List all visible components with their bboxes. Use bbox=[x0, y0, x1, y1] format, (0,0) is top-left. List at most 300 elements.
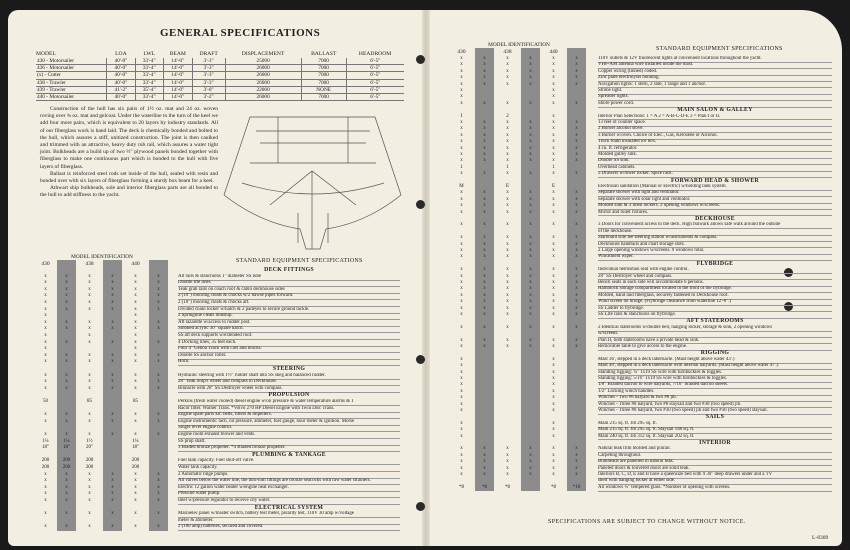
model-mark: x bbox=[552, 139, 555, 145]
model-mark: x bbox=[575, 120, 578, 125]
model-mark: x bbox=[552, 420, 555, 426]
model-mark: x bbox=[529, 235, 532, 241]
model-mark: 18" bbox=[41, 445, 50, 451]
spec-cell: 14'-0" bbox=[163, 72, 192, 79]
model-mark: x bbox=[575, 337, 578, 343]
model-mark: x bbox=[460, 94, 463, 100]
section-heading: SAILS bbox=[705, 414, 725, 421]
model-mark: x bbox=[529, 280, 532, 285]
model-mark: x bbox=[460, 459, 463, 465]
model-mark: x bbox=[552, 56, 555, 61]
model-mark: x bbox=[44, 379, 47, 385]
model-mark: 200 bbox=[85, 458, 94, 464]
model-mark: x bbox=[134, 385, 137, 391]
model-mark: x bbox=[111, 418, 114, 424]
model-mark: x bbox=[460, 369, 463, 375]
equipment-item: Bench seats in each side will accommodate 6 persons. bbox=[598, 280, 832, 287]
equipment-item: 2 Automatic bilge pumps. bbox=[178, 472, 400, 479]
page-number: L-8309 bbox=[812, 535, 829, 541]
equipment-item: Winches - Three #8 halyard, two #8 staysail and two #30 (two speed) jib. bbox=[598, 402, 832, 409]
spec-cell: 3'-3" bbox=[192, 79, 225, 86]
model-mark: x bbox=[483, 241, 486, 247]
model-mark: x bbox=[460, 465, 463, 471]
model-mark: x bbox=[134, 346, 137, 352]
model-mark: *8 bbox=[459, 484, 464, 490]
equipment-item: Separate shower with light and ventilator. bbox=[598, 190, 832, 197]
model-mark: x bbox=[111, 379, 114, 385]
equipment-item: Paneled doors & louvered doors are solid teak. bbox=[598, 466, 832, 473]
model-mark: x bbox=[460, 446, 463, 452]
equipment-item: Aft lazarette w/access to rudder post. bbox=[178, 320, 400, 327]
model-mark: x bbox=[44, 339, 47, 345]
model-mark: x bbox=[88, 524, 91, 530]
model-column-header: 438 bbox=[503, 49, 512, 55]
model-mark: x bbox=[506, 145, 509, 151]
model-mark: x bbox=[111, 478, 114, 484]
model-mark: x bbox=[111, 491, 114, 497]
model-mark: x bbox=[552, 433, 555, 439]
model-mark: x bbox=[111, 511, 114, 517]
model-id-title: MODEL IDENTIFICATION bbox=[488, 42, 550, 48]
model-mark: x bbox=[483, 324, 486, 330]
left-page bbox=[8, 10, 422, 546]
model-mark: x bbox=[529, 222, 532, 228]
model-mark: x bbox=[88, 333, 91, 338]
model-mark: x bbox=[483, 305, 486, 311]
model-mark: x bbox=[483, 68, 486, 74]
model-mark: x bbox=[529, 472, 532, 477]
model-mark: x bbox=[460, 75, 463, 81]
equipment-item: Spreader lights. bbox=[598, 94, 832, 101]
model-mark: x bbox=[44, 511, 47, 517]
model-mark: x bbox=[111, 280, 114, 286]
model-mark: x bbox=[88, 372, 91, 378]
equipment-item: 4 Docking lines, 35 feet each. bbox=[178, 340, 400, 347]
model-mark: x bbox=[506, 139, 509, 145]
model-mark: x bbox=[552, 267, 555, 273]
equipment-item: Deckhouse handrails and chart storage slots. bbox=[598, 242, 832, 249]
model-mark: 200 bbox=[62, 458, 71, 464]
equipment-item: 3 Doors for convenient access to the deck. High bulwark allows safe walk around the outside bbox=[598, 222, 832, 229]
model-mark: 50 bbox=[43, 399, 48, 404]
spec-header: MODEL bbox=[36, 51, 56, 57]
model-mark: x bbox=[460, 427, 463, 433]
spec-cell: 7000 bbox=[301, 79, 346, 86]
equipment-title: STANDARD EQUIPMENT SPECIFICATIONS bbox=[236, 258, 363, 264]
model-mark: x bbox=[134, 491, 137, 497]
spec-cell: 26000 bbox=[225, 79, 301, 86]
model-mark: x bbox=[483, 472, 486, 477]
model-mark: x bbox=[575, 312, 578, 317]
model-mark: x bbox=[44, 385, 47, 391]
model-mark: x bbox=[88, 306, 91, 312]
spec-cell: 6'-5" bbox=[346, 86, 404, 93]
model-mark: x bbox=[157, 293, 160, 299]
model-mark: x bbox=[552, 452, 555, 458]
model-mark: x bbox=[65, 478, 68, 484]
model-mark: x bbox=[529, 324, 532, 330]
model-mark: x bbox=[460, 81, 463, 87]
equipment-item: 3 Burner w/oven. Choice of Elec., Gas, Kerosene or Alcohol. bbox=[598, 133, 832, 140]
model-mark: x bbox=[552, 126, 555, 132]
model-mark: x bbox=[483, 62, 486, 68]
equipment-item: Hydraulic steering with 1½" rudder shaft into SS skeg and balanced rudder. bbox=[178, 373, 400, 380]
model-mark: x bbox=[529, 286, 532, 292]
model-mark: x bbox=[575, 126, 578, 132]
model-mark: 85 bbox=[87, 399, 92, 404]
model-mark: x bbox=[483, 132, 486, 138]
spec-cell: 3'-3" bbox=[192, 58, 225, 65]
model-mark: x bbox=[44, 313, 47, 319]
spec-cell: 440 - Motorsailer bbox=[36, 93, 107, 100]
model-mark: x bbox=[460, 286, 463, 292]
model-mark: x bbox=[506, 56, 509, 61]
footer-note: SPECIFICATIONS ARE SUBJECT TO CHANGE WITHOUT NOTICE. bbox=[548, 519, 746, 525]
equipment-item: Horn. bbox=[178, 359, 400, 366]
model-mark: x bbox=[134, 273, 137, 279]
model-mark: x bbox=[483, 152, 486, 157]
model-mark: x bbox=[157, 379, 160, 385]
model-mark: x bbox=[552, 81, 555, 87]
equipment-item: Main 215 sq. ft. Jib 295 sq. ft. Staysail 148 sq. ft. bbox=[598, 427, 832, 434]
equipment-item: Binnacle with 28" SS Destroyer wheel with compass. bbox=[178, 386, 400, 393]
model-mark: x bbox=[134, 293, 137, 299]
model-mark: x bbox=[529, 241, 532, 247]
model-mark: 1¼ bbox=[132, 438, 139, 444]
model-mark: x bbox=[575, 158, 578, 164]
model-mark: x bbox=[65, 498, 68, 503]
model-mark: x bbox=[483, 280, 486, 285]
general-specs-table bbox=[36, 50, 404, 101]
model-mark: 85 bbox=[133, 399, 138, 404]
model-mark: x bbox=[483, 273, 486, 279]
equipment-item: 28" Teak Ship's wheel and compass in Deckhouse. bbox=[178, 379, 400, 386]
equipment-item: meter & ammeter. bbox=[178, 518, 400, 525]
model-mark: x bbox=[65, 524, 68, 530]
spec-cell: 33'-4" bbox=[135, 58, 163, 65]
page-title: GENERAL SPECIFICATIONS bbox=[160, 27, 321, 39]
spec-cell: 6'-5" bbox=[346, 65, 404, 72]
construction-paragraph: Ballast is reinforced steel rods set inside of the hull, sealed with resin and bonded over with six layers of fiberglass forming a sturdy box beam for a keel. bbox=[40, 170, 218, 185]
model-mark: x bbox=[460, 388, 463, 394]
model-mark: x bbox=[483, 120, 486, 125]
model-mark: x bbox=[460, 356, 463, 362]
equipment-item: Racor filter. Warner Trans. *Volvo 270 HP Diesel Engine with Twin Disc Trans. bbox=[178, 406, 400, 413]
model-mark: x bbox=[506, 158, 509, 164]
model-mark: x bbox=[552, 465, 555, 471]
model-mark: x bbox=[552, 337, 555, 343]
model-mark: x bbox=[88, 418, 91, 424]
model-mark: 1 bbox=[506, 164, 509, 170]
model-mark: x bbox=[65, 352, 68, 358]
model-mark: x bbox=[483, 158, 486, 164]
equipment-item: 3 Bladed bronze propeller. *4 Bladed bronze propeller. bbox=[178, 445, 400, 452]
model-mark: x bbox=[506, 222, 509, 228]
model-mark: x bbox=[529, 292, 532, 298]
model-mark: x bbox=[111, 326, 114, 332]
equipment-item: Bulkheads are panelled in natural teak. bbox=[598, 459, 832, 466]
model-mark: x bbox=[460, 203, 463, 209]
model-mark: x bbox=[483, 126, 486, 132]
model-mark: x bbox=[483, 81, 486, 87]
spec-header: BALLAST bbox=[311, 51, 337, 57]
section-heading: DECK FITTINGS bbox=[264, 267, 314, 273]
spec-row bbox=[36, 79, 404, 86]
model-mark: x bbox=[88, 432, 91, 437]
equipment-item: Zinc plate electrolysis bonding. bbox=[598, 75, 832, 82]
equipment-item: Single lever engine control. bbox=[178, 425, 400, 432]
model-mark: x bbox=[506, 235, 509, 241]
model-mark: M bbox=[459, 184, 464, 189]
model-mark: x bbox=[552, 113, 555, 119]
model-mark: x bbox=[157, 306, 160, 312]
model-mark: x bbox=[44, 432, 47, 437]
equipment-item: Engine room exhaust blower and vents. bbox=[178, 432, 400, 439]
model-mark: x bbox=[460, 472, 463, 477]
model-mark: x bbox=[506, 209, 509, 215]
page-gutter bbox=[422, 10, 430, 546]
spec-cell: 14'-0" bbox=[163, 79, 192, 86]
equipment-item: 1/2" Locking winch handles. bbox=[598, 389, 832, 396]
model-mark: x bbox=[65, 280, 68, 286]
spec-cell: 6'-5" bbox=[346, 58, 404, 65]
model-column-header: 430 bbox=[41, 261, 50, 267]
model-mark: x bbox=[575, 286, 578, 292]
spec-cell: 25000 bbox=[225, 58, 301, 65]
model-mark: x bbox=[483, 254, 486, 260]
model-mark: x bbox=[111, 471, 114, 477]
spec-cell: 7000 bbox=[301, 93, 346, 100]
model-mark: x bbox=[460, 408, 463, 413]
model-mark: x bbox=[529, 248, 532, 253]
model-mark: x bbox=[44, 498, 47, 503]
model-mark: x bbox=[460, 401, 463, 407]
equipment-item: Electrosan sanitation (Manual or Electric) w/holding tank system. bbox=[598, 184, 832, 191]
section-heading: FLYBRIDGE bbox=[696, 260, 734, 267]
model-mark: x bbox=[575, 190, 578, 196]
model-mark: 18" bbox=[62, 445, 71, 451]
model-mark: x bbox=[483, 222, 486, 228]
equipment-item: Inlet w/pressure regulator to receive city water. bbox=[178, 498, 400, 505]
equipment-item: Mast 40', stepped in a deck tabernacle with internal halyards. (Mast height above water 47'.) bbox=[598, 363, 832, 370]
spec-cell: (x) - Cutter bbox=[36, 72, 107, 79]
model-mark: 200 bbox=[85, 465, 94, 470]
model-mark: x bbox=[134, 280, 137, 286]
equipment-item: Molded, hand laid fiberglass, securely fastened to Deckhouse roof. bbox=[598, 293, 832, 300]
spec-cell: 26000 bbox=[225, 65, 301, 72]
model-mark: x bbox=[483, 139, 486, 145]
model-mark: x bbox=[552, 376, 555, 381]
equipment-item: Mast 36', stepped in a deck tabernacle. (Mast height above water 43'.) bbox=[598, 357, 832, 364]
model-mark: x bbox=[552, 401, 555, 407]
spec-cell: 33'-4" bbox=[135, 79, 163, 86]
model-mark: x bbox=[575, 75, 578, 81]
model-mark: 2 bbox=[506, 113, 509, 119]
model-mark: x bbox=[483, 209, 486, 215]
construction-paragraph: Athwart ship bulkheads, sole and interior fiberglass parts are all bonded to the hull to add stiffness to the yacht. bbox=[40, 185, 218, 199]
model-mark: x bbox=[552, 446, 555, 452]
model-mark: x bbox=[552, 254, 555, 260]
model-mark: x bbox=[157, 359, 160, 365]
model-mark: x bbox=[65, 432, 68, 437]
model-mark: x bbox=[134, 339, 137, 345]
model-mark: x bbox=[134, 478, 137, 484]
equipment-item: Engine instruments: tach, oil pressure, ammeter, fuel gauge, hour meter & ignition. Morse bbox=[178, 419, 400, 426]
model-mark: x bbox=[575, 248, 578, 253]
model-mark: x bbox=[529, 465, 532, 471]
spec-cell: 22000 bbox=[225, 86, 301, 93]
equipment-item: Standing rigging: ¼" 1x19 SS wire with turnbuckles & toggles. bbox=[598, 370, 832, 377]
model-mark: x bbox=[552, 190, 555, 196]
model-mark: x bbox=[529, 81, 532, 87]
equipment-item: Individual helmsman seat with engine control. bbox=[598, 267, 832, 274]
model-mark: x bbox=[88, 319, 91, 325]
model-mark: x bbox=[134, 511, 137, 517]
model-mark: x bbox=[65, 319, 68, 325]
model-mark: 18" bbox=[131, 445, 140, 451]
model-mark: x bbox=[65, 286, 68, 292]
model-mark: x bbox=[575, 324, 578, 330]
equipment-item: Double life lines bbox=[178, 280, 400, 287]
model-mark: x bbox=[44, 352, 47, 358]
model-mark: *8 bbox=[505, 484, 510, 490]
model-mark: x bbox=[460, 395, 463, 401]
equipment-item: Mirror and toilet fixtures. bbox=[598, 210, 832, 217]
model-mark: x bbox=[552, 344, 555, 349]
model-mark: x bbox=[157, 524, 160, 530]
model-mark: x bbox=[44, 418, 47, 424]
model-mark: x bbox=[575, 209, 578, 215]
model-mark: x bbox=[88, 478, 91, 484]
equipment-item: Double SS anchor roller. bbox=[178, 353, 400, 360]
model-mark: x bbox=[483, 196, 486, 202]
spec-cell: 6'-5" bbox=[346, 93, 404, 100]
model-mark: x bbox=[111, 300, 114, 305]
model-mark: x bbox=[460, 62, 463, 68]
model-mark: x bbox=[529, 158, 532, 164]
model-mark: x bbox=[460, 235, 463, 241]
spec-cell: 40'-0" bbox=[107, 65, 135, 72]
equipment-item: SS Life rails & stanchions on flybridge. bbox=[598, 312, 832, 319]
model-mark: x bbox=[552, 395, 555, 401]
model-mark: x bbox=[529, 62, 532, 68]
spec-cell: 3'-3" bbox=[192, 65, 225, 72]
model-id-title: MODEL IDENTIFICATION bbox=[71, 254, 133, 260]
model-mark: x bbox=[460, 196, 463, 202]
model-mark: x bbox=[575, 196, 578, 202]
model-mark: x bbox=[460, 132, 463, 138]
model-mark: x bbox=[529, 254, 532, 260]
spec-cell: 3'-2" bbox=[192, 93, 225, 100]
model-mark: x bbox=[483, 286, 486, 292]
model-mark: x bbox=[483, 459, 486, 465]
model-mark: x bbox=[575, 68, 578, 74]
model-mark: x bbox=[65, 484, 68, 490]
model-mark: x bbox=[552, 388, 555, 394]
model-mark: x bbox=[134, 333, 137, 338]
spec-cell: 7000 bbox=[301, 58, 346, 65]
model-mark: x bbox=[552, 286, 555, 292]
model-mark: x bbox=[575, 100, 578, 106]
model-mark: x bbox=[575, 203, 578, 209]
model-mark: x bbox=[157, 280, 160, 286]
model-mark: x bbox=[88, 300, 91, 305]
model-mark: x bbox=[111, 498, 114, 503]
spec-cell: 6'-5" bbox=[346, 79, 404, 86]
model-mark: x bbox=[552, 75, 555, 81]
equipment-item: Divided chain locker w/hatch & 2 padeyes to secure ground tackle. bbox=[178, 307, 400, 314]
equipment-item: Winches - Three #8 halyard, two #30 (two speed) jib and two #30 (two speed) staysail. bbox=[598, 408, 832, 415]
section-heading: PROPULSION bbox=[268, 392, 310, 399]
model-mark: x bbox=[483, 56, 486, 61]
model-mark: x bbox=[506, 152, 509, 157]
model-column-header: 440 bbox=[131, 261, 140, 267]
model-mark: x bbox=[506, 190, 509, 196]
model-mark: x bbox=[460, 376, 463, 381]
model-mark: x bbox=[88, 326, 91, 332]
model-mark: x bbox=[44, 306, 47, 312]
spec-row bbox=[36, 86, 404, 93]
model-mark: x bbox=[575, 152, 578, 157]
model-mark: x bbox=[460, 420, 463, 426]
model-mark: x bbox=[552, 292, 555, 298]
model-mark: x bbox=[111, 319, 114, 325]
model-mark: x bbox=[552, 408, 555, 413]
model-mark: x bbox=[65, 273, 68, 279]
spec-cell: 26000 bbox=[225, 93, 301, 100]
spec-cell: 3'-0" bbox=[192, 86, 225, 93]
model-mark: x bbox=[483, 190, 486, 196]
spec-header: DISPLACEMENT bbox=[241, 51, 285, 57]
spec-cell: 40'-0" bbox=[107, 72, 135, 79]
model-mark: x bbox=[483, 248, 486, 253]
spec-cell: 430 - Motorsailer bbox=[36, 58, 107, 65]
model-mark: x bbox=[506, 292, 509, 298]
model-mark: x bbox=[157, 432, 160, 437]
model-mark: x bbox=[506, 196, 509, 202]
model-mark: x bbox=[529, 56, 532, 61]
equipment-item: Thick foam insulated ice box. bbox=[598, 139, 832, 146]
model-mark: x bbox=[506, 68, 509, 74]
model-mark: x bbox=[65, 491, 68, 497]
spec-header: DRAFT bbox=[199, 51, 218, 57]
model-mark: x bbox=[157, 300, 160, 305]
model-mark: x bbox=[44, 524, 47, 530]
spec-cell: 40'-0" bbox=[107, 58, 135, 65]
model-mark: 1½ bbox=[86, 438, 93, 444]
model-mark: x bbox=[44, 346, 47, 352]
model-mark: x bbox=[65, 300, 68, 305]
model-mark: x bbox=[529, 196, 532, 202]
model-mark: x bbox=[65, 418, 68, 424]
model-mark: x bbox=[506, 472, 509, 477]
equipment-item: Strobe light. bbox=[598, 88, 832, 95]
model-mark: x bbox=[575, 452, 578, 458]
model-mark: x bbox=[460, 158, 463, 164]
model-mark: x bbox=[65, 326, 68, 332]
model-mark: x bbox=[552, 152, 555, 157]
section-heading: PLUMBING & TANKAGE bbox=[252, 451, 326, 458]
model-mark: x bbox=[157, 412, 160, 418]
model-mark: 1¼ bbox=[63, 438, 70, 444]
equipment-item: Interiors B, C, D, E and II have a queensize bed with 9 30" deep drawers under and a TV bbox=[598, 472, 832, 479]
model-mark: x bbox=[506, 100, 509, 106]
model-mark: x bbox=[88, 352, 91, 358]
equipment-item: Electric 12 gallon water heater w/engine heat exchanger. bbox=[178, 485, 400, 492]
model-mark: *8 bbox=[482, 484, 487, 490]
equipment-item: SS aft deck supports w/extended roof. bbox=[178, 333, 400, 340]
model-mark: x bbox=[529, 145, 532, 151]
